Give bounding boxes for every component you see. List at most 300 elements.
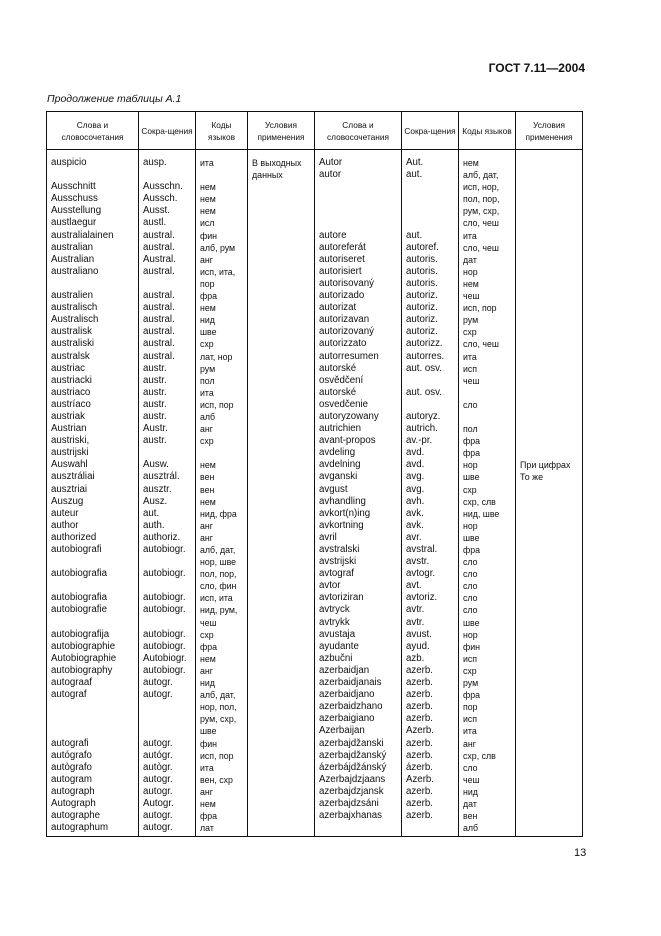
table-cell-line: шве — [463, 532, 480, 543]
table-cell-line: australiski — [51, 338, 95, 350]
table-cell-line — [520, 447, 582, 459]
table-cell-line: avtor — [319, 580, 341, 592]
table-cell-line — [520, 169, 582, 181]
table-cell-line: avh. — [406, 495, 425, 507]
table-cell-line: azerb. — [406, 810, 433, 822]
table-cell-line: То же — [520, 472, 544, 483]
table-cell-line — [520, 435, 582, 447]
table-cell-line — [143, 617, 195, 629]
table-cell-line: azerbajdžanský — [319, 749, 387, 761]
table-cell-line: исп, нор, — [463, 182, 500, 193]
table-cell-line: australiano — [51, 265, 99, 277]
table-cell-line: анг — [463, 738, 476, 749]
table-cell-line: avt. — [406, 580, 422, 592]
table-cell-line: australisch — [51, 302, 98, 314]
table-cell-line: australialainen — [51, 229, 114, 241]
table-cell-line: aut. osv. — [406, 386, 442, 398]
table-cell-line: osvedčenie — [319, 398, 369, 410]
table-cell-line — [143, 701, 195, 713]
table-cell-line — [143, 725, 195, 737]
table-cell-line: autoriz. — [406, 314, 438, 326]
table-cell-line — [143, 278, 195, 290]
table-cell-line: лат, нор — [200, 351, 233, 362]
table-cell-line: autobiography — [51, 664, 113, 676]
table-cell-line: aut. osv. — [406, 362, 442, 374]
table-cell-line: алб, дат, — [463, 170, 499, 181]
table-cell-line: autoris. — [406, 265, 438, 277]
table-cell-line: autograf — [51, 689, 87, 701]
table-cell-line: avganski — [319, 471, 358, 483]
table-cell-line: autogr. — [143, 677, 173, 689]
table-cell-line: Autor — [319, 157, 343, 168]
table-cell-line: нем — [200, 194, 216, 205]
table-cell-line: вен — [463, 811, 478, 822]
table-cell-line — [200, 169, 247, 181]
table-cell-line: схр — [200, 436, 214, 447]
table-cell-line: autorisiert — [319, 265, 362, 277]
table-cell-line: нор — [463, 520, 478, 531]
table-cell-line: Aussch. — [143, 193, 178, 205]
table-cell-line: Austral. — [143, 253, 176, 265]
table-cell-line: Autobiogr. — [143, 652, 187, 664]
table-cell-line — [406, 375, 458, 387]
table-cell-line: ausp. — [143, 157, 167, 168]
table-body-row — [47, 150, 583, 837]
table-cell-line: avtogr. — [406, 568, 436, 580]
table-cell-line: нем — [463, 158, 479, 168]
table-cell-line: austriacki — [51, 374, 92, 386]
table-cell-line: austr. — [143, 398, 167, 410]
table-cell-line: фра — [463, 690, 481, 701]
table-cell-line: azerbaigiano — [319, 713, 375, 725]
table-cell-line: autographe — [51, 810, 101, 822]
table-cell-line: azerb. — [406, 785, 433, 797]
table-cell-line: алб, дат, — [200, 690, 236, 701]
col-header-words-right: Слова и словосочетания — [315, 112, 402, 150]
table-cell-line — [520, 230, 582, 242]
table-cell-line: чеш — [463, 291, 480, 302]
table-cell-line — [520, 387, 582, 399]
table-cell-line: Aut. — [406, 157, 424, 168]
table-cell-line: austral. — [143, 326, 175, 338]
table-cell-line: austral. — [143, 229, 175, 241]
table-cell-line: austral. — [143, 302, 175, 314]
table-cell-line: нем — [200, 182, 216, 193]
table-cell-line: autorresumen — [319, 350, 379, 362]
table-cell-line: лат — [200, 823, 214, 834]
table-cell-line — [319, 217, 401, 229]
table-cell-line: исп — [463, 653, 478, 664]
table-cell-line: схр, слв — [463, 496, 496, 507]
table-cell-line: autògr. — [143, 761, 173, 773]
table-cell-line: auth. — [143, 519, 165, 531]
table-cell-line: autoriz. — [406, 326, 438, 338]
table-cell-line: сло, фин — [200, 581, 237, 592]
table-cell-line: avtoriziran — [319, 592, 364, 604]
table-cell-line: нид — [200, 678, 215, 689]
table-cell-line — [520, 326, 582, 338]
table-cell-line — [51, 725, 138, 737]
table-cell-line: austriski, — [51, 435, 90, 447]
table-cell-line: схр — [463, 484, 477, 495]
table-cell-line: australien — [51, 290, 94, 302]
table-cell-line: ázerb. — [406, 761, 433, 773]
table-cell-line: Ausschn. — [143, 181, 183, 193]
table-cell-line: azerbaidjano — [319, 689, 375, 701]
table-cell-line: сло — [463, 605, 478, 616]
table-cell-line: austral. — [143, 265, 175, 277]
table-cell-line — [51, 617, 138, 629]
table-cell-line: Autobiographie — [51, 652, 117, 664]
table-cell-line: схр — [200, 629, 214, 640]
table-cell-line: нем — [200, 303, 216, 314]
table-cell-line: auspicio — [51, 157, 87, 168]
table-cell-line: схр, слв — [463, 750, 496, 761]
table-cell-line — [520, 338, 582, 350]
table-cell-line: authoriz. — [143, 531, 181, 543]
table-cell-line: сло — [463, 581, 478, 592]
table-cell-line — [520, 193, 582, 205]
table-cell-line: autorizzato — [319, 338, 367, 350]
table-cell-line: нид — [463, 786, 478, 797]
table-cell-line: анг — [200, 532, 213, 543]
table-cell-line: autoriz. — [406, 290, 438, 302]
table-cell-line: austlaegur — [51, 217, 97, 229]
table-cell-line: avril — [319, 531, 337, 543]
table-cell-line: ита — [200, 762, 214, 773]
table-cell-line: Azerb. — [406, 725, 434, 737]
table-cell-line: ausztrál. — [143, 471, 180, 483]
table-cell-line: анг — [200, 520, 213, 531]
table-cell-line — [520, 157, 582, 169]
table-cell-line: osvědčení — [319, 374, 364, 386]
table-cell-line: authorized — [51, 531, 97, 543]
table-cell-line: autogr. — [143, 785, 173, 797]
table-cell-line: ausztriai — [51, 483, 88, 495]
table-cell-line — [520, 266, 582, 278]
table-cell-line: avtryck — [319, 604, 350, 616]
table-cell-line — [406, 193, 458, 205]
table-cell-line — [520, 314, 582, 326]
table-cell-line: aut. — [406, 229, 423, 241]
table-cell-line: рум — [463, 678, 479, 689]
table-cell-line — [520, 302, 582, 314]
table-cell-line: autoriseret — [319, 253, 365, 265]
table-cell-line — [520, 254, 582, 266]
table-cell-line: вен — [200, 472, 215, 483]
table-cell-line — [51, 701, 138, 713]
table-cell-line: исп, пор — [200, 750, 234, 761]
table-cell-line — [143, 713, 195, 725]
table-cell-line: autorizz. — [406, 338, 443, 350]
table-cell-line: фра — [463, 436, 481, 447]
table-cell-line: autobiografi — [51, 544, 102, 555]
table-cell-line: чеш — [463, 774, 480, 785]
table-cell-line: austrijski — [51, 447, 89, 459]
table-cell-line: сло — [463, 557, 478, 568]
table-cell-line: av.-pr. — [406, 435, 433, 447]
table-cell-line: чеш — [200, 617, 217, 628]
table-cell-line: исп, пор — [463, 303, 497, 314]
table-cell-line: сло — [463, 762, 478, 773]
table-cell-line: autograph — [51, 785, 95, 797]
table-cell-line: azerbajdzjansk — [319, 785, 384, 797]
table-cell-line: azb. — [406, 652, 425, 664]
table-cell-line — [520, 363, 582, 375]
table-cell-line: нем — [200, 496, 216, 507]
col-header-codes-right: Коды языков — [459, 112, 516, 150]
table-cell-line: autorizavan — [319, 314, 370, 326]
col-header-conditions-left: Условия применения — [248, 112, 315, 150]
table-cell-line — [143, 169, 195, 181]
table-cell-line: фин — [200, 738, 218, 749]
table-cell-line: нор, шве — [200, 557, 237, 568]
table-cell-line: алб, дат, — [200, 545, 236, 555]
table-cell-line: avhandling — [319, 495, 366, 507]
table-cell-line: austríaco — [51, 398, 91, 410]
table-cell-line: анг — [200, 424, 213, 435]
table-cell-line: нор — [463, 266, 478, 277]
table-cell-line: анг — [200, 786, 213, 797]
table-cell-line: avstrijski — [319, 556, 357, 568]
table-cell-line: нид — [200, 315, 215, 326]
left-conditions-column — [248, 150, 315, 837]
table-cell-line — [520, 242, 582, 254]
table-cell-line — [520, 375, 582, 387]
table-cell-line: austriac — [51, 362, 85, 374]
table-cell-line: исл — [200, 218, 215, 229]
table-cell-line: Azerbaijan — [319, 725, 365, 737]
table-cell-line: фра — [200, 811, 218, 822]
table-cell-line: autografi — [51, 737, 89, 749]
table-cell-line: ита — [463, 351, 477, 362]
table-cell-line — [319, 181, 401, 193]
table-cell-line: сло — [463, 593, 478, 604]
table-cell-line: пол, пор, — [200, 569, 237, 580]
table-cell-line — [51, 278, 138, 290]
right-words-column — [315, 150, 402, 837]
table-cell-line: australian — [51, 241, 94, 253]
table-cell-line: алб — [200, 411, 216, 422]
table-cell-line: пол, пор, — [463, 194, 500, 205]
table-cell-line: azerbajdžanski — [319, 737, 384, 749]
table-cell-line: нид, шве — [463, 508, 500, 519]
table-cell-line: austral. — [143, 290, 175, 302]
table-cell-line: исп, пор — [200, 399, 234, 410]
table-cell-line: autogr. — [143, 822, 173, 834]
table-cell-line: aut. — [143, 507, 160, 519]
table-cell-line: autogr. — [143, 737, 173, 749]
table-cell-line: austr. — [143, 410, 167, 422]
table-cell-line — [51, 713, 138, 725]
table-cell-line: azerb. — [406, 797, 433, 809]
table-cell-line: исп — [463, 363, 478, 374]
table-cell-line: нид, рум, — [200, 605, 238, 616]
table-cell-line: azerb. — [406, 737, 433, 749]
table-cell-line: алб — [463, 823, 479, 834]
table-cell-line: avg. — [406, 471, 425, 483]
table-cell-line: autobiogr. — [143, 544, 186, 555]
table-cell-line — [143, 580, 195, 592]
table-cell-line: avd. — [406, 447, 425, 459]
table-cell-line: autobiogr. — [143, 664, 186, 676]
table-cell-line: autogr. — [143, 773, 173, 785]
table-cell-line: рум, схр, — [200, 714, 237, 725]
table-cell-line: Azerb. — [406, 773, 434, 785]
table-cell-line: avust. — [406, 628, 432, 640]
table-cell-line: autobiogr. — [143, 568, 186, 580]
table-cell-line: austr. — [143, 362, 167, 374]
table-cell-line: autorské — [319, 362, 357, 374]
table-cell-line: шве — [463, 472, 480, 483]
table-cell-line: avkort(n)ing — [319, 507, 371, 519]
standard-header: ГОСТ 7.11—2004 — [488, 61, 585, 75]
table-cell-line: шве — [200, 327, 217, 338]
table-cell-line: Ausschuss — [51, 193, 98, 205]
table-cell-line: пор — [463, 702, 478, 713]
table-cell-line — [319, 205, 401, 217]
table-cell-line: Ausstellung — [51, 205, 102, 217]
table-cell-line: autore — [319, 229, 347, 241]
right-conditions-column — [516, 150, 583, 837]
table-cell-line: ázerbájdžánský — [319, 761, 387, 773]
table-cell-line: нем — [200, 653, 216, 664]
table-cell-line: autobiographie — [51, 640, 116, 652]
table-cell-line: autobiogr. — [143, 592, 186, 604]
table-cell-line: ита — [200, 387, 214, 398]
table-cell-line: нор, пол, — [200, 702, 237, 713]
table-cell-line: austral. — [143, 241, 175, 253]
abbreviations-table — [46, 111, 583, 837]
table-cell-line: autorizado — [319, 290, 365, 302]
table-cell-line: рум — [463, 315, 479, 326]
table-cell-line: autorské — [319, 386, 357, 398]
table-cell-line: Ausz. — [143, 495, 168, 507]
table-cell-line: Austr. — [143, 423, 168, 435]
table-cell-line: autoris. — [406, 253, 438, 265]
table-cell-line: autorisovaný — [319, 277, 374, 289]
table-cell-line: алб, рум — [200, 242, 236, 253]
table-cell-line: исп — [463, 714, 478, 725]
table-cell-line: autrich. — [406, 423, 438, 435]
table-cell-line: avustaja — [319, 628, 356, 640]
table-cell-line: avkortning — [319, 519, 364, 531]
table-cell-line: нем — [200, 460, 216, 471]
table-cell-line: В выходных — [252, 158, 302, 168]
table-cell-line — [406, 205, 458, 217]
table-cell-line: azerbaidzhano — [319, 701, 383, 713]
table-cell-line: avtograf — [319, 568, 355, 580]
table-cell-line: australisk — [51, 326, 92, 338]
table-cell-line: avtr. — [406, 604, 425, 616]
table-cell-line: дат — [463, 798, 477, 809]
table-header-row — [47, 112, 583, 150]
table-cell-line: ита — [463, 230, 477, 241]
table-cell-line: сло, чеш — [463, 242, 499, 253]
table-cell-line: шве — [200, 726, 217, 737]
table-cell-line: фин — [200, 230, 218, 241]
table-cell-line: azerb. — [406, 701, 433, 713]
table-cell-line: При цифрах — [520, 460, 571, 471]
table-cell-line: нор — [463, 629, 478, 640]
table-cell-line: autogr. — [143, 689, 173, 701]
table-cell-line: austr. — [143, 374, 167, 386]
table-cell-line: autobiografie — [51, 604, 108, 616]
table-cell-line: auteur — [51, 507, 79, 519]
table-cell-line — [200, 447, 247, 459]
table-cell-line: пол — [200, 375, 215, 386]
table-cell-line: исп, ита — [200, 593, 233, 604]
table-cell-line: austral. — [143, 314, 175, 326]
table-cell-line: austr. — [143, 386, 167, 398]
table-cell-line: autor — [319, 169, 342, 181]
table-cell-line: сло, чеш — [463, 218, 499, 229]
table-cell-line: Auswahl — [51, 459, 88, 471]
table-cell-line: фра — [200, 641, 218, 652]
table-cell-line — [520, 278, 582, 290]
right-codes-column — [459, 150, 516, 837]
table-cell-line — [463, 411, 515, 423]
table-cell-line: autogram — [51, 773, 92, 785]
table-cell-line: autobiografia — [51, 592, 108, 604]
table-cell-line: сло — [463, 399, 478, 410]
table-cell-line: ausztr. — [143, 483, 172, 495]
table-cell-line: фин — [463, 641, 481, 652]
table-cell-line: azerb. — [406, 689, 433, 701]
table-cell-line: шве — [463, 617, 480, 628]
col-header-codes-left: Коды языков — [196, 112, 248, 150]
table-cell-line: вен — [200, 484, 215, 495]
table-cell-line: autoris. — [406, 277, 438, 289]
table-cell-line — [520, 423, 582, 435]
table-cell-line — [319, 822, 401, 834]
table-cell-line: Australian — [51, 253, 95, 265]
table-cell-line: autorizat — [319, 302, 357, 314]
table-cell-line: austr. — [143, 435, 167, 447]
table-cell-line: autrichien — [319, 423, 362, 435]
table-cell-line — [520, 181, 582, 193]
table-cell-line — [51, 556, 138, 568]
table-cell-line: ayudante — [319, 640, 359, 652]
table-cell-line: autógr. — [143, 749, 173, 761]
table-cell-line: azerb. — [406, 713, 433, 725]
table-cell-line: avd. — [406, 459, 425, 471]
table-cell-line: Ausst. — [143, 205, 170, 217]
table-cell-line — [319, 193, 401, 205]
table-cell-line: autoreferát — [319, 241, 366, 253]
table-cell-line: нид, фра — [200, 508, 237, 519]
table-cell-line: autoriz. — [406, 302, 438, 314]
table-cell-line: avstralski — [319, 544, 360, 555]
table-cell-line: aut. — [406, 169, 423, 181]
table-cell-line: avr. — [406, 531, 422, 543]
table-cell-line: avdeling — [319, 447, 356, 459]
table-cell-line: avant-propos — [319, 435, 376, 447]
table-cell-line: autógrafo — [51, 749, 92, 761]
table-cell-line: austl. — [143, 217, 167, 229]
table-cell-line — [406, 399, 458, 411]
left-words-column — [47, 150, 139, 837]
table-cell-line — [51, 169, 138, 181]
table-cell-line: нем — [200, 798, 216, 809]
table-cell-line: autògrafo — [51, 761, 92, 773]
table-cell-line — [463, 387, 515, 399]
table-cell-line: ита — [200, 158, 214, 168]
table-cell-line: autobiogr. — [143, 604, 186, 616]
table-cell-line: пор — [200, 278, 215, 289]
table-cell-line: autorres. — [406, 350, 445, 362]
table-cell-line: austriaco — [51, 386, 91, 398]
